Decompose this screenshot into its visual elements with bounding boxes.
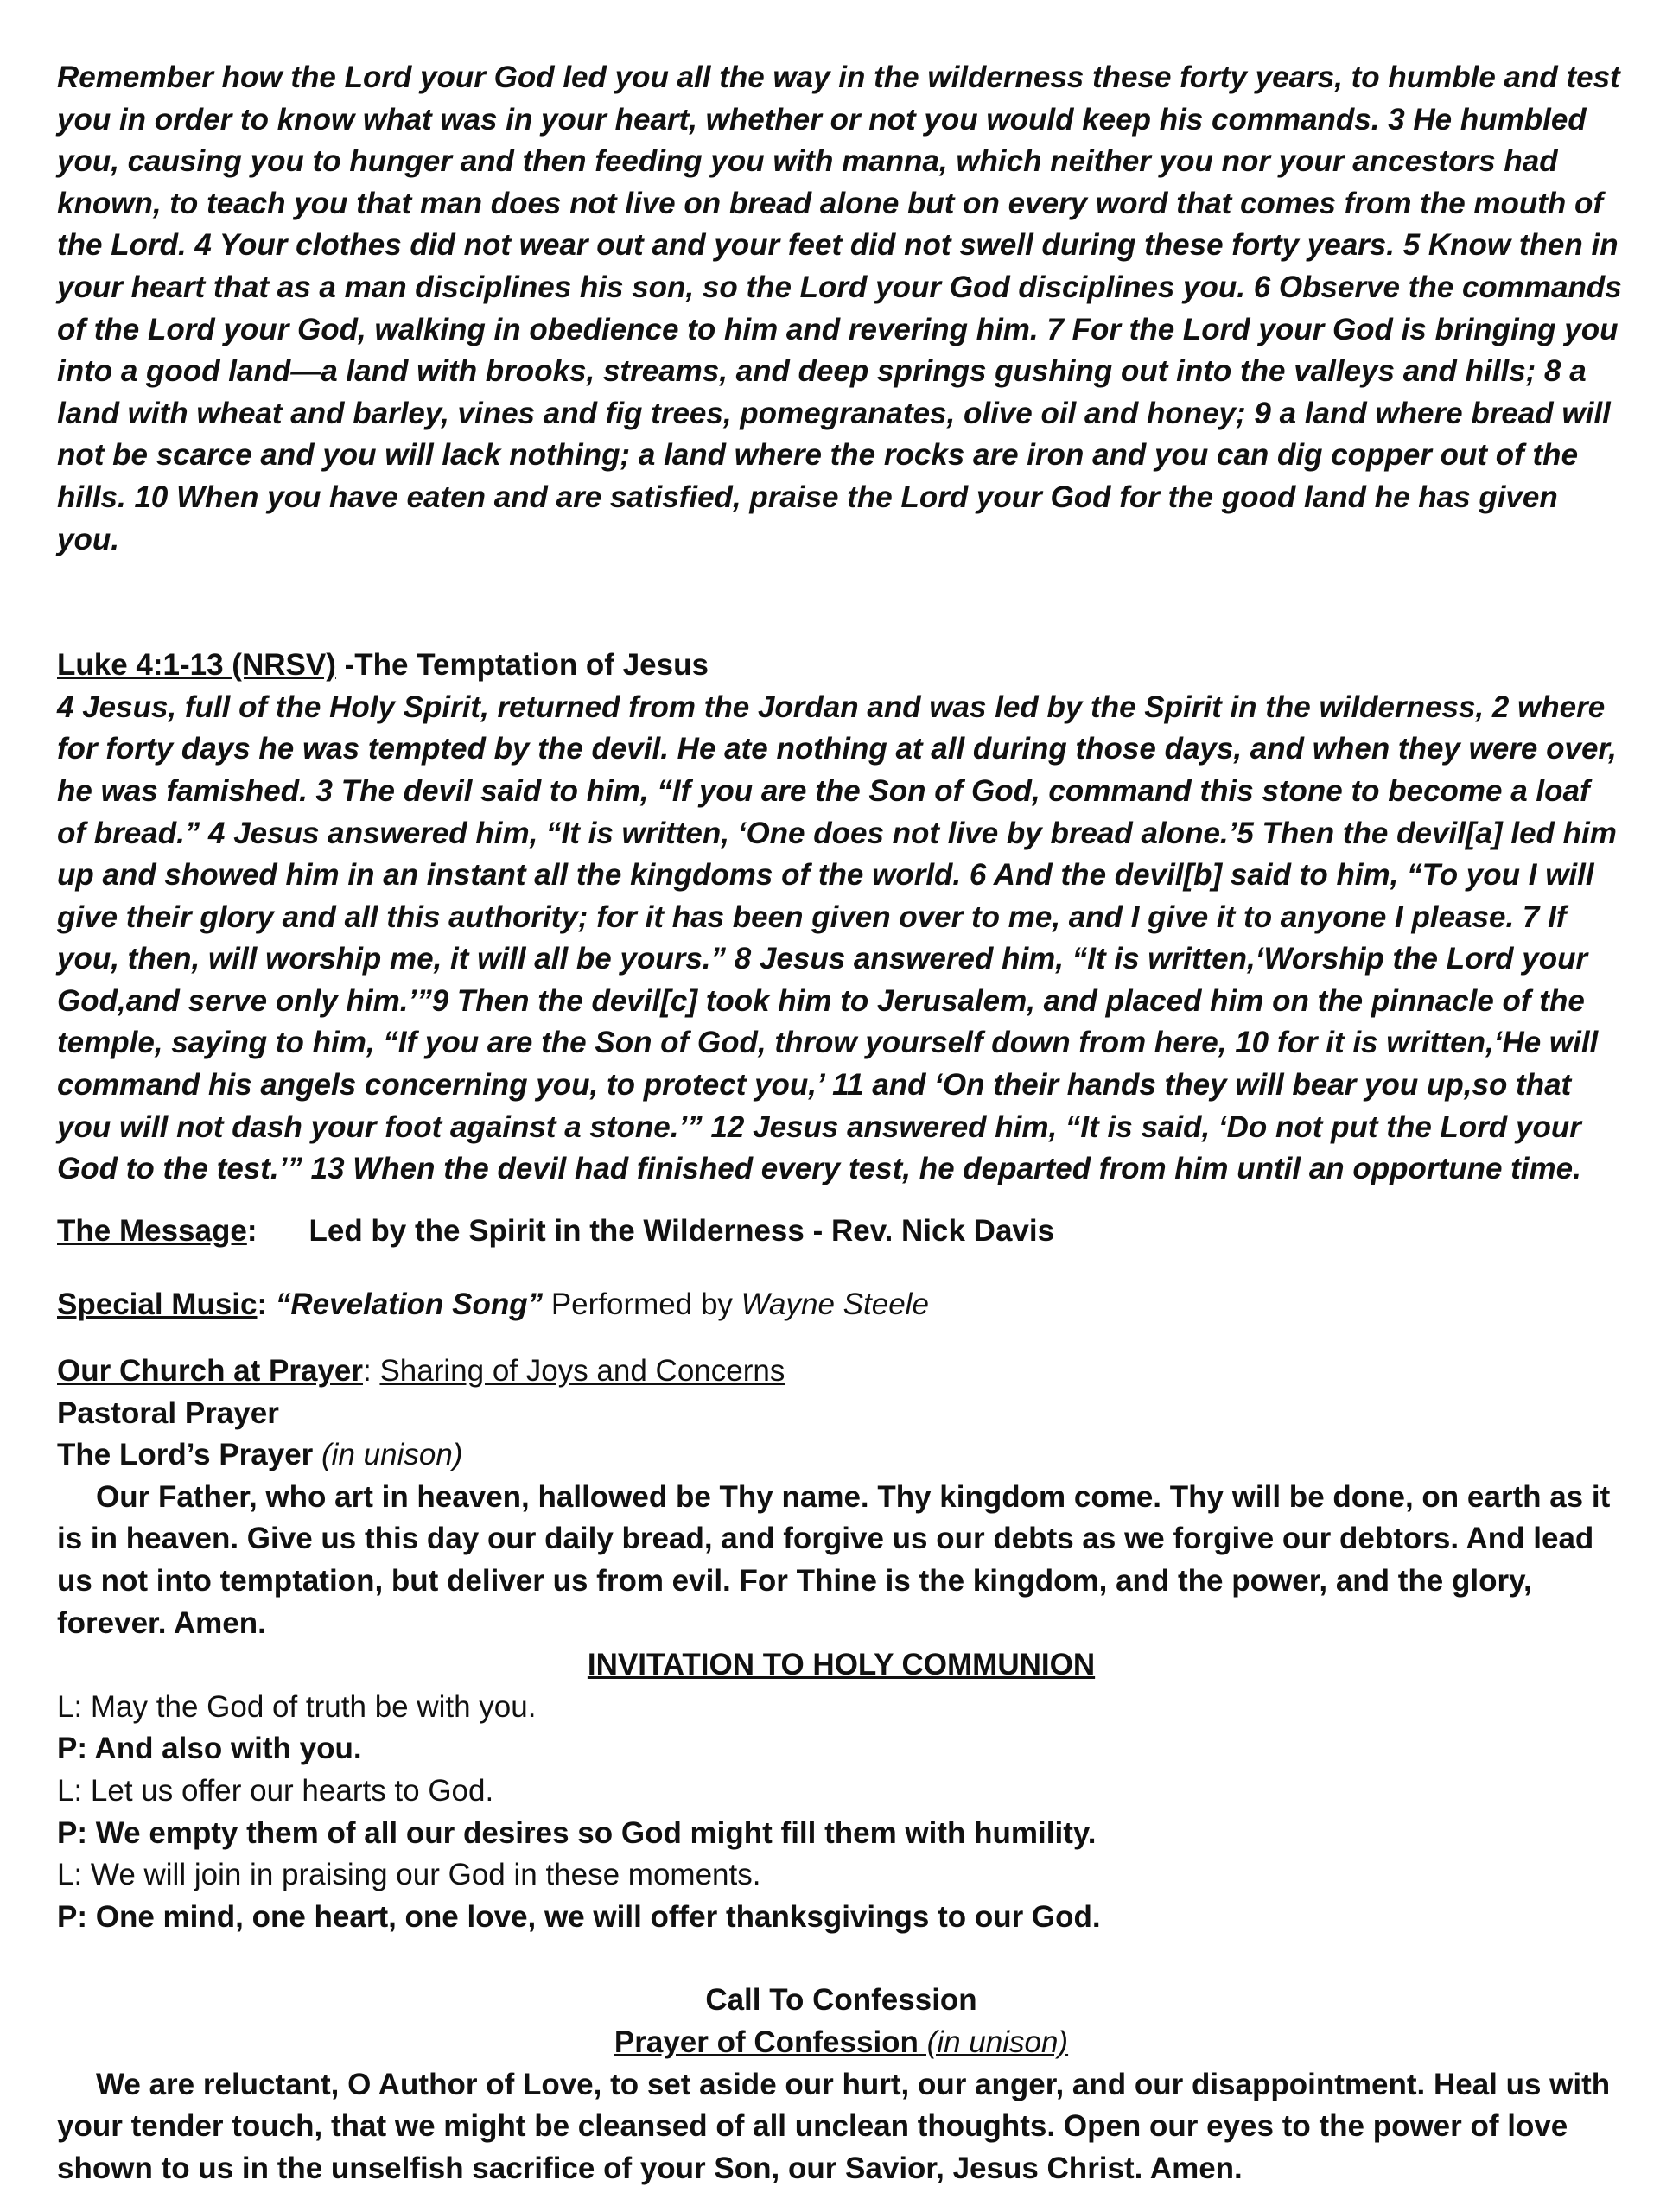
call-to-confession: Call To Confession	[705, 1983, 977, 2018]
communion-line: P: And also with you.	[57, 1732, 362, 1766]
communion-line: P: One mind, one heart, one love, we will offer thanksgivings to our God.	[57, 1899, 1101, 1934]
spacer	[57, 1191, 1625, 1211]
spacer	[57, 1252, 1625, 1284]
prayer-of-confession-note: (in unison)	[918, 2024, 1069, 2059]
special-music-label: Special Music	[57, 1287, 258, 1322]
message-line	[57, 1211, 1625, 1253]
communion-line: L: Let us offer our hearts to God.	[57, 1773, 494, 1808]
bulletin-page	[57, 57, 1625, 2190]
message-title: Led by the Spirit in the Wilderness - Rev. Nick Davis	[308, 1213, 1055, 1248]
communion-heading: INVITATION TO HOLY COMMUNION	[587, 1648, 1096, 1682]
luke-heading	[57, 645, 1625, 687]
lords-prayer-label: The Lord’s Prayer	[57, 1438, 322, 1472]
communion-line: L: We will join in praising our God in these moments.	[57, 1858, 761, 1892]
prayer-of-confession-heading	[57, 2022, 1625, 2064]
communion-line: L: May the God of truth be with you.	[57, 1689, 537, 1724]
message-colon: :	[246, 1213, 258, 1248]
special-music-colon: :	[257, 1287, 276, 1322]
prayer-label: Our Church at Prayer	[57, 1354, 363, 1389]
confession-text: We are reluctant, O Author of Love, to set aside our hurt, our anger, and our disappointment. Heal us with your tender touch, that we might be cleansed of all unclean thoughts. Open our eyes to the power of love shown to us in the unselfish sacrifice of your Son, our Savior, Jesus Christ. Amen.	[57, 2067, 1611, 2185]
song-title: “Revelation Song”	[275, 1287, 544, 1322]
luke-title: -The Temptation of Jesus	[335, 648, 709, 683]
special-music-line	[57, 1284, 1625, 1326]
spacer	[57, 1938, 1625, 1980]
prayer-sub: Sharing of Joys and Concerns	[379, 1354, 785, 1389]
spacer	[57, 561, 1625, 645]
prayer-colon: :	[363, 1354, 380, 1389]
lords-prayer-note: (in unison)	[321, 1438, 463, 1472]
pastoral-prayer: Pastoral Prayer	[57, 1395, 279, 1430]
message-label: The Message	[57, 1213, 247, 1248]
lords-prayer-text: Our Father, who art in heaven, hallowed be Thy name. Thy kingdom come. Thy will be done, on earth as it is in heaven. Give us this day our daily bread, and forgive us our debts as we forgive our debtors. And lead us not into temptation, but deliver us from evil. For Thine is the kingdom, and the power, and the glory, forever. Amen.	[57, 1479, 1611, 1640]
deuteronomy-reading: Remember how the Lord your God led you all the way in the wilderness these forty years, to humble and test you in order to know what was in your heart, whether or not you would keep his commands. 3 He humbled you, causing you to hunger and then feeding you with manna, which neither you nor your ancestors had known, to teach you that man does not live on bread alone but on every word that comes from the mouth of the Lord. 4 Your clothes did not wear out and your feet did not swell during these forty years. 5 Know then in your heart that as a man disciplines his son, so the Lord your God disciplines you. 6 Observe the commands of the Lord your God, walking in obedience to him and revering him. 7 For the Lord your God is bringing you into a good land—a land with brooks, streams, and deep springs gushing out into the valleys and hills; 8 a land with wheat and barley, vines and fig trees, pomegranates, olive oil and honey; 9 a land where bread will not be scarce and you will lack nothing; a land where the rocks are iron and you can dig copper out of the hills. 10 When you have eaten and are satisfied, praise the Lord your God for the good land he has given you.	[57, 60, 1622, 556]
communion-line: P: We empty them of all our desires so God might fill them with humility.	[57, 1815, 1097, 1850]
prayer-of-confession-label: Prayer of Confession	[614, 2024, 919, 2059]
prayer-heading	[57, 1351, 1625, 1393]
performer-name: Wayne Steele	[741, 1287, 929, 1322]
lords-prayer-heading	[57, 1434, 1625, 1477]
spacer	[57, 1326, 1625, 1351]
performed-by: Performed by	[543, 1287, 741, 1322]
luke-reading: 4 Jesus, full of the Holy Spirit, returned from the Jordan and was led by the Spirit in the wilderness, 2 where for forty days he was tempted by the devil. He ate nothing at all during those days, and when they were over, he was famished. 3 The devil said to him, “If you are the Son of God, command this stone to become a loaf of bread.” 4 Jesus answered him, “It is written, ‘One does not live by bread alone.’5 Then the devil[a] led him up and showed him in an instant all the kingdoms of the world. 6 And the devil[b] said to him, “To you I will give their glory and all this authority; for it has been given over to me, and I give it to anyone I please. 7 If you, then, will worship me, it will all be yours.” 8 Jesus answered him, “It is written,‘Worship the Lord your God,and serve only him.’”9 Then the devil[c] took him to Jerusalem, and placed him on the pinnacle of the temple, saying to him, “If you are the Son of God, throw yourself down from here, 10 for it is written,‘He will command his angels concerning you, to protect you,’ 11 and ‘On their hands they will bear you up,so that you will not dash your foot against a stone.’” 12 Jesus answered him, “It is said, ‘Do not put the Lord your God to the test.’” 13 When the devil had finished every test, he departed from him until an opportune time.	[57, 690, 1617, 1186]
luke-reference: Luke 4:1-13 (NRSV)	[57, 648, 336, 683]
